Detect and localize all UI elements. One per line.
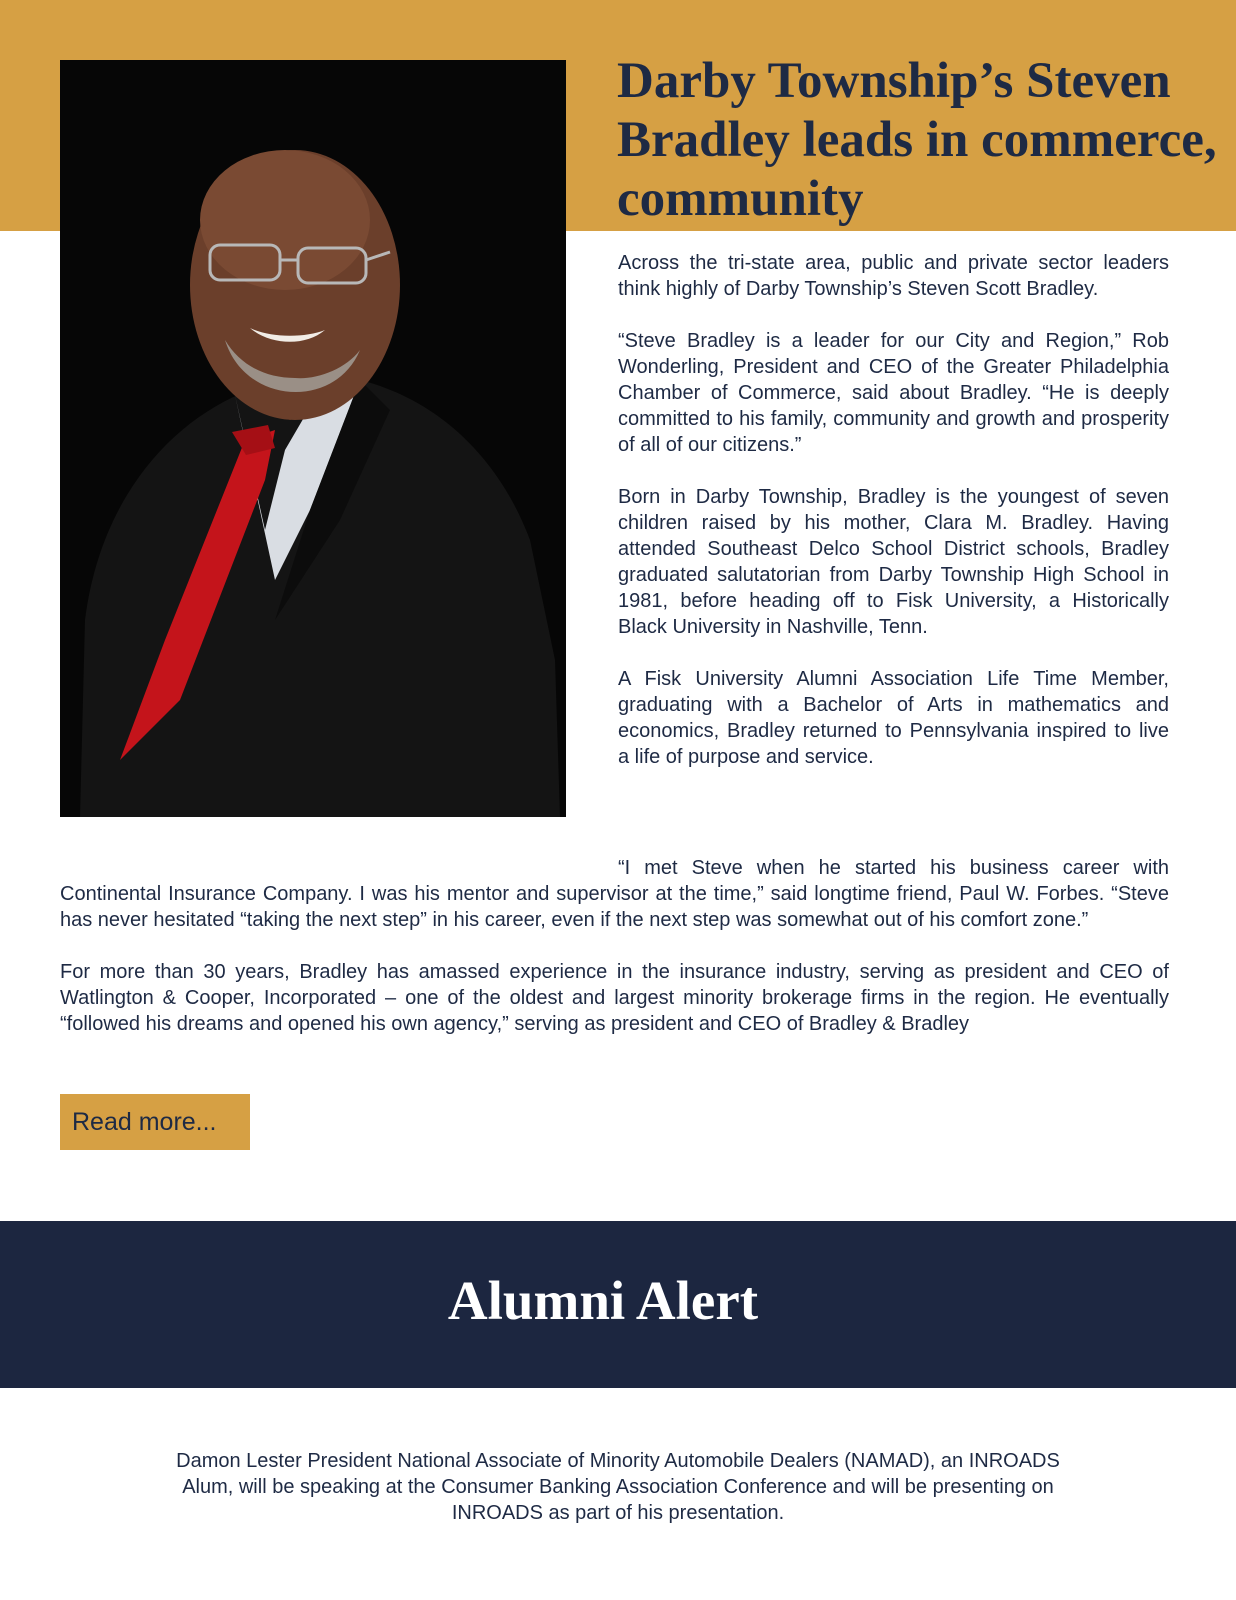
alumni-alert-title: Alumni Alert <box>447 1270 759 1331</box>
article-paragraph: Across the tri-state area, public and private sector leaders think highly of Darby Township’s Steven Scott Bradley. <box>618 252 1169 300</box>
article-right-column <box>618 250 1169 796</box>
article-paragraph: “I met Steve when he started his business career with Continental Insurance Company. I was his mentor and supervisor at the time,” said longtime friend, Paul W. Forbes. “Steve has never hesitated “taking the next step” in his career, even if the next step was somewhat out of his comfort zone.” <box>60 857 1169 931</box>
portrait-photo <box>60 60 566 817</box>
article-headline: Darby Township’s Steven Bradley leads in commerce, community <box>617 53 1217 227</box>
alumni-alert-text: Damon Lester President National Associate of Minority Automobile Dealers (NAMAD), an INROADS Alum, will be speaking at the Consumer Banking Association Conference and will be presenting on INROADS as part of his presentation. <box>176 1450 1060 1524</box>
article-paragraph: A Fisk University Alumni Association Life Time Member, graduating with a Bachelor of Arts in mathematics and economics, Bradley returned to Pennsylvania inspired to live a life of purpose and service. <box>618 668 1169 768</box>
portrait-illustration <box>60 60 566 817</box>
article-full-width-text <box>60 855 1169 1063</box>
article-paragraph: For more than 30 years, Bradley has amassed experience in the insurance industry, serving as president and CEO of Watlington & Cooper, Incorporated – one of the oldest and largest minority brokerage firms in the region. He eventually “followed his dreams and opened his own agency,” serving as president and CEO of Bradley & Bradley <box>60 961 1169 1035</box>
read-more-button[interactable]: Read more... <box>60 1094 250 1150</box>
article-paragraph: Born in Darby Township, Bradley is the youngest of seven children raised by his mother, Clara M. Bradley. Having attended Southeast Delco School District schools, Bradley graduated salutatorian from Darby Township High School in 1981, before heading off to Fisk University, a Historically Black University in Nashville, Tenn. <box>618 486 1169 638</box>
article-paragraph: “Steve Bradley is a leader for our City and Region,” Rob Wonderling, President and CEO of the Greater Philadelphia Chamber of Commerce, said about Bradley. “He is deeply committed to his family, community and growth and prosperity of all of our citizens.” <box>618 330 1169 456</box>
